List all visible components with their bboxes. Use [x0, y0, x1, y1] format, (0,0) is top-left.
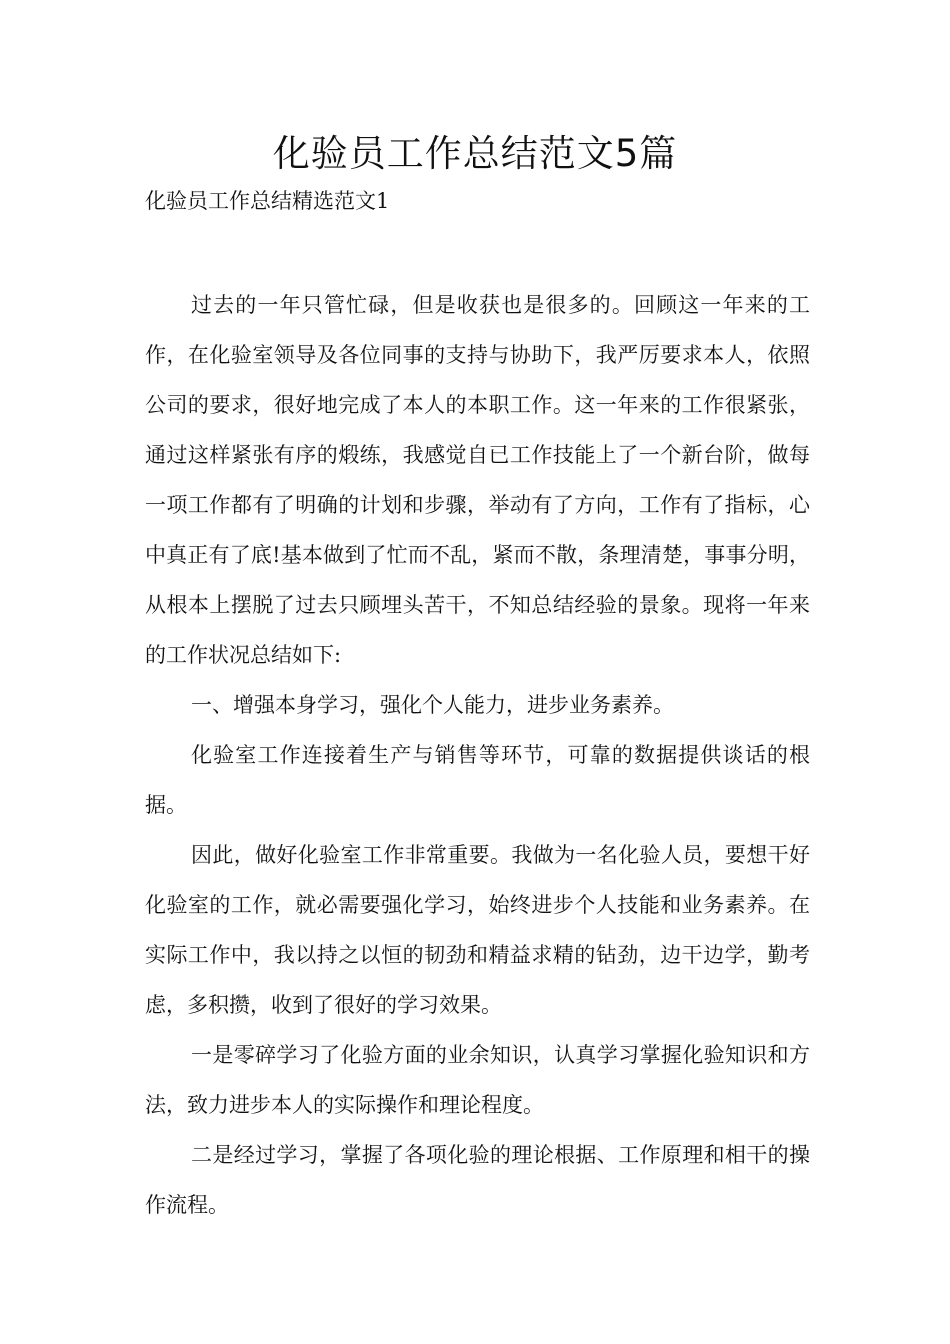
body-paragraph: [145, 830, 810, 1030]
paragraph-text: 二是经过学习，掌握了各项化验的理论根据、工作原理和相干的操作流程。: [145, 1143, 810, 1217]
paragraph-text: 因此，做好化验室工作非常重要。我做为一名化验人员，要想干好化验室的工作，就必需要强化学习，始终进步个人技能和业务素养。在实际工作中，我以持之以恒的韧劲和精益求精的钻劲，边干边学，勤考虑，多积攒，收到了很好的学习效果。: [145, 843, 810, 1017]
paragraph-text: 过去的一年只管忙碌，但是收获也是很多的。回顾这一年来的工作，在化验室领导及各位同事的支持与协助下，我严厉要求本人，依照公司的要求，很好地完成了本人的本职工作。这一年来的工作很紧张，通过这样紧张有序的煅练，我感觉自已工作技能上了一个新台阶，做每一项工作都有了明确的计划和步骤，举动有了方向，工作有了指标，心中真正有了底!基本做到了忙而不乱，紧而不散，条理清楚，事事分明，从根本上摆脱了过去只顾埋头苦干，不知总结经验的景象。现将一年来的工作状况总结如下:: [145, 293, 810, 667]
paragraph-text: 化验室工作连接着生产与销售等环节，可靠的数据提供谈话的根据。: [145, 743, 810, 817]
paragraph-text: 一、增强本身学习，强化个人能力，进步业务素养。: [191, 693, 674, 717]
document-title: 化验员工作总结范文5篇: [272, 132, 678, 175]
document-subtitle: 化验员工作总结精选范文1: [145, 189, 390, 213]
body-paragraph: [145, 730, 810, 830]
paragraph-text: 一是零碎学习了化验方面的业余知识，认真学习掌握化验知识和方法，致力进步本人的实际操作和理论程度。: [145, 1043, 810, 1117]
body-paragraph: [145, 1130, 810, 1230]
body-paragraph: [145, 1030, 810, 1130]
body-paragraph-intro: [145, 280, 810, 680]
section-heading-1: [145, 680, 810, 730]
